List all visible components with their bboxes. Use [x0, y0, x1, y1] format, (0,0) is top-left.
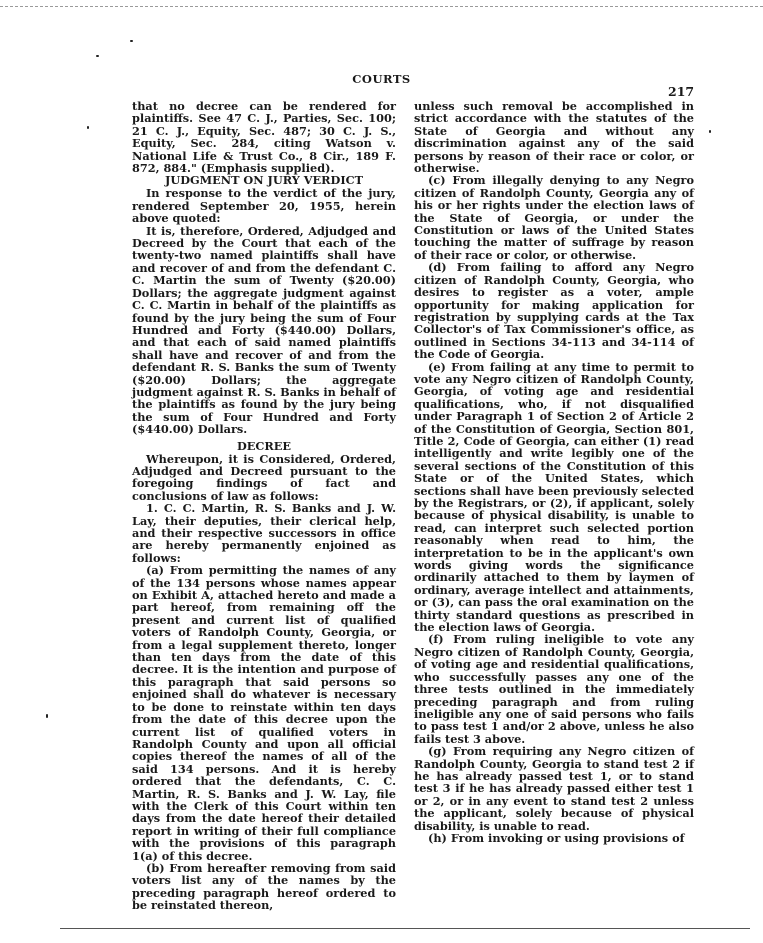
paragraph: (b) From hereafter removing from said voters list any of the names by the preceding paragraph hereof ordered to be reinstated thereon,	[132, 860, 396, 913]
paragraph: (g) From requiring any Negro citizen of Randolph County, Georgia to stand test 2 if he has already passed test 1, or to stand test 3 if he has already passed either test 1 or 2, or in any event to stand test 2 unless the applicant, solely because of physical disability, is unable to read.	[414, 744, 694, 833]
scan-top-border	[0, 6, 763, 7]
paragraph: (a) From permitting the names of any of the 134 persons whose names appear on Exhibit A, attached hereto and made a part hereof, from remaining off the present and current list of qualified voters of Randolph County, Georgia, or from a legal supplement thereto, longer than ten days from the date of this decree. It is the intention and purpose of this paragraph that said persons so enjoined shall do whatever is necessary to be done to reinstate within ten days from the date of this decree upon the current list of qualified voters in Randolph County and upon all official copies thereof the names of all of the said 134 persons. And it is hereby ordered that the defendants, C. C. Martin, R. S. Banks and J. W. Lay, file with the Clerk of this Court within ten days from the date hereof their detailed report in writing of their full compliance with the provisions of this paragraph 1(a) of this decree.	[132, 563, 396, 863]
scan-speck	[96, 55, 99, 57]
scan-speck	[709, 130, 711, 133]
right-column	[414, 100, 694, 844]
paragraph: that no decree can be rendered for plaintiffs. See 47 C. J., Parties, Sec. 100; 21 C. J., Equity, Sec. 487; 30 C. J. S., Equity, Sec. 284, citing Watson v. National Life & Trust Co., 8 Cir., 189 F. 872, 884." (Emphasis supplied).	[132, 99, 396, 176]
page-number: 217	[668, 84, 695, 99]
scan-speck	[130, 40, 133, 42]
paragraph: (e) From failing at any time to permit to vote any Negro citizen of Randolph County, Georgia, of voting age and residential qualifications, who, if not disqualified under Paragraph 1 of Section 2 of Article 2 of the Constitution of Georgia, Section 801, Title 2, Code of Georgia, can either (1) read intelligently and write legibly one of the several sections of the Constitution of this State or of the United States, which sections shall have been previously selected by the Registrars, or (2), if applicant, solely because of physical disability, is unable to read, can interpret such selected portion reasonably when read to him, the interpretation to be in the applicant's own words giving words the significance ordinarily attached to them by laymen of ordinary, average intellect and attainments, or (3), can pass the oral examination on the thirty standard questions as prescribed in the election laws of Georgia.	[414, 359, 694, 635]
left-column	[132, 100, 396, 912]
running-head: COURTS	[352, 72, 411, 86]
paragraph: (f) From ruling ineligible to vote any Negro citizen of Randolph County, Georgia, of voting age and residential qualifications, who successfully passes any one of the three tests outlined in the immediately preceding paragraph and from ruling ineligible any one of said persons who fails to pass test 1 and/or 2 above, unless he also fails test 3 above.	[414, 632, 694, 746]
paragraph: In response to the verdict of the jury, rendered September 20, 1955, herein above quoted:	[132, 186, 396, 226]
paragraph: Whereupon, it is Considered, Ordered, Adjudged and Decreed pursuant to the foregoing findings of fact and conclusions of law as follows:	[132, 451, 396, 503]
paragraph: (h) From invoking or using provisions of	[428, 830, 685, 845]
scan-bottom-border	[60, 928, 750, 929]
paragraph: unless such removal be accomplished in strict accordance with the statutes of the State of Georgia and without any discrimination against any of the said persons by reason of their race or color, or otherwise.	[414, 99, 694, 176]
paragraph: (c) From illegally denying to any Negro citizen of Randolph County, Georgia any of his or her rights under the election laws of the State of Georgia, or under the Constitution or laws of the United States touching the matter of suffrage by reason of their race or color, or otherwise.	[414, 173, 694, 262]
paragraph: (d) From failing to afford any Negro citizen of Randolph County, Georgia, who desires to register as a voter, ample opportunity for making application for registration by supplying cards at the Tax Collector's of Tax Commissioner's office, as outlined in Sections 34-113 and 34-114 of the Code of Georgia.	[414, 260, 694, 362]
section-heading-judgment: JUDGMENT ON JURY VERDICT	[165, 173, 363, 188]
scan-speck	[87, 126, 89, 129]
section-heading-decree: DECREE	[236, 438, 291, 453]
paragraph: 1. C. C. Martin, R. S. Banks and J. W. Lay, their deputies, their clerical help, and their respective successors in office are hereby permanently enjoined as follows:	[132, 501, 396, 565]
scan-speck	[46, 714, 48, 718]
paragraph: It is, therefore, Ordered, Adjudged and Decreed by the Court that each of the twenty-two named plaintiffs shall have and recover of and from the defendant C. C. Martin the sum of Twenty ($20.00) Dollars; the aggregate judgment against C. C. Martin in behalf of the plaintiffs as found by the jury being the sum of Four Hundred and Forty ($440.00) Dollars, and that each of said named plaintiffs shall have and recover of and from the defendant R. S. Banks the sum of Twenty ($20.00) Dollars; the aggregate judgment against R. S. Banks in behalf of the plaintiffs as found by the jury being the sum of Four Hundred and Forty ($440.00) Dollars.	[132, 223, 396, 437]
